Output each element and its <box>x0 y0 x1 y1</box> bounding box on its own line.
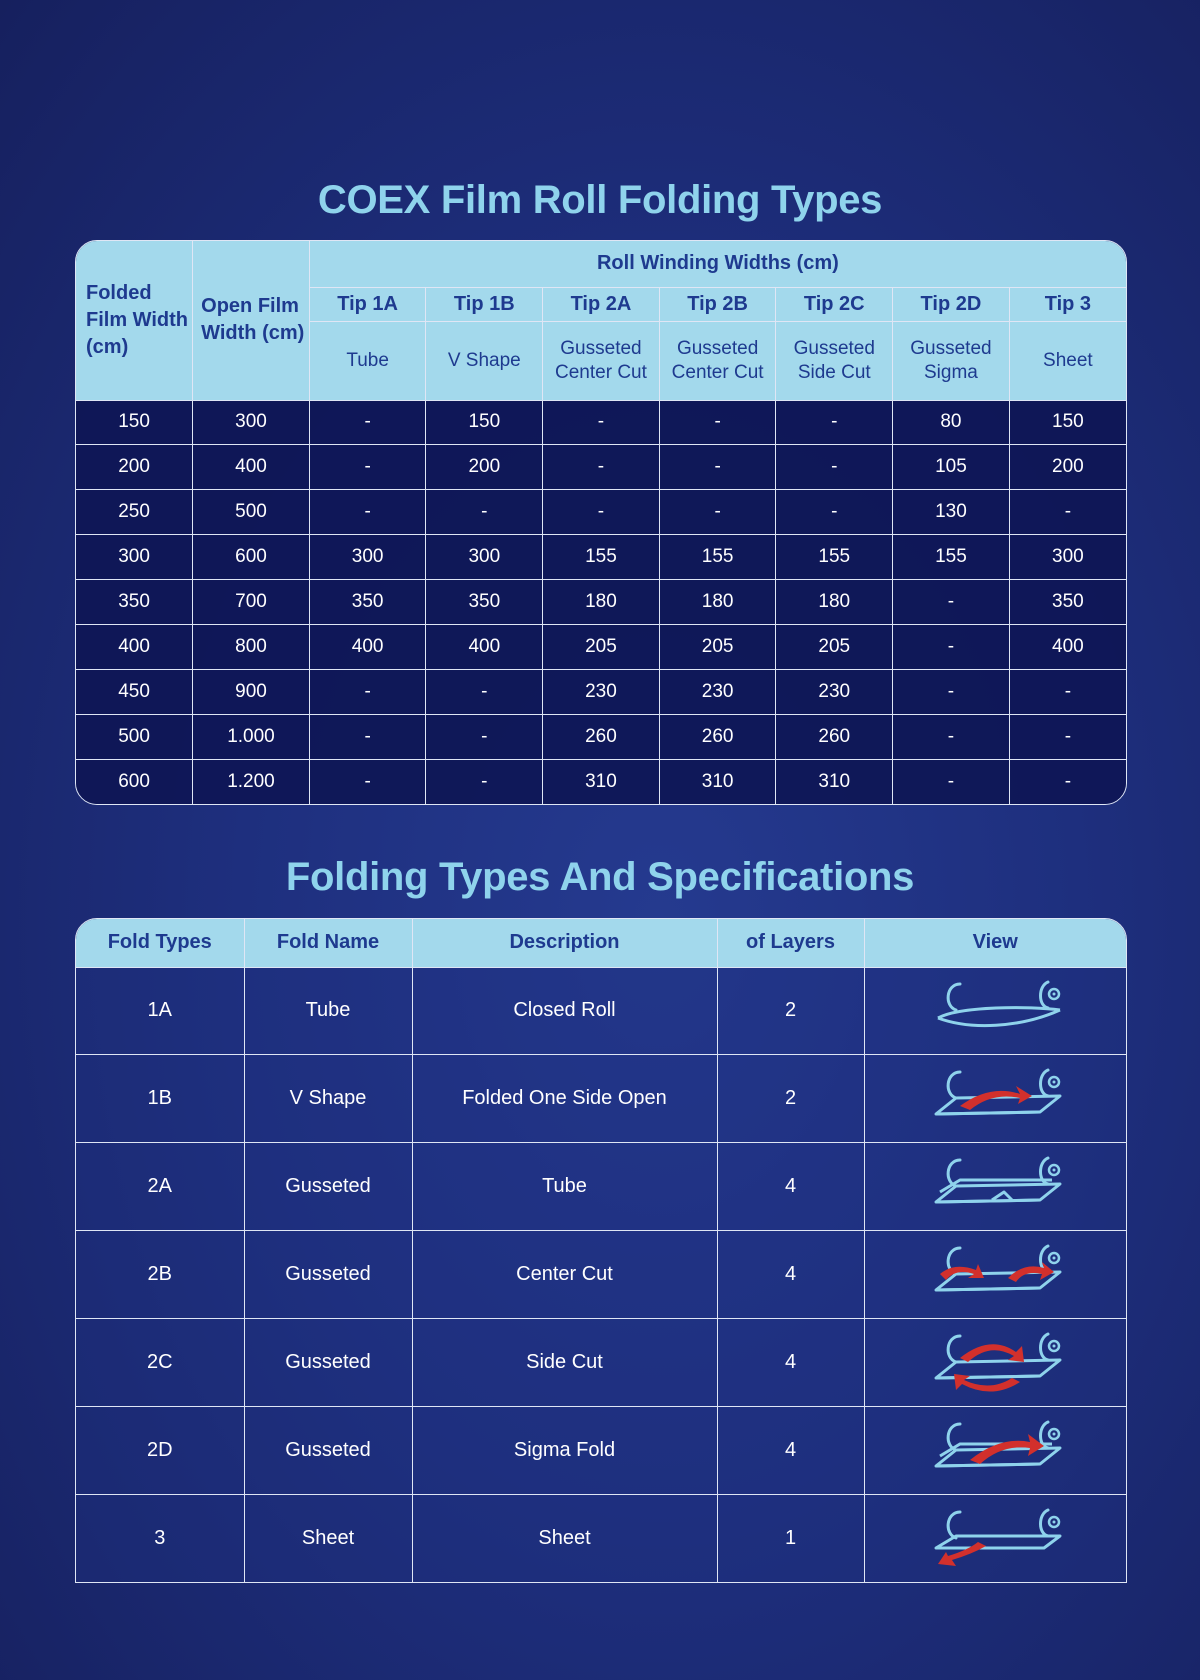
table-cell: - <box>543 445 660 490</box>
table-cell: 155 <box>893 535 1010 580</box>
v-shape-fold-icon <box>865 1064 1127 1134</box>
header-tip: Tip 2D <box>893 287 1010 321</box>
table-cell: - <box>1009 715 1126 760</box>
table-row <box>76 445 1126 490</box>
table-cell: 300 <box>193 400 310 445</box>
table-cell: - <box>426 670 543 715</box>
table-cell: - <box>1009 490 1126 535</box>
cell-layers: 1 <box>717 1495 864 1582</box>
table-cell: 400 <box>76 625 193 670</box>
table-cell: - <box>309 490 426 535</box>
table-cell: - <box>776 490 893 535</box>
header-tip-name: Sheet <box>1009 321 1126 400</box>
table-cell: - <box>426 760 543 804</box>
cell-type: 2D <box>76 1407 244 1495</box>
cell-type: 2C <box>76 1319 244 1407</box>
specifications-table <box>76 919 1126 1582</box>
header-folded-film-width: Folded Film Width (cm) <box>76 241 193 400</box>
table-row <box>76 625 1126 670</box>
header-cell: Fold Name <box>244 919 412 967</box>
table-cell: - <box>543 490 660 535</box>
header-tip-name: V Shape <box>426 321 543 400</box>
cell-name: Gusseted <box>244 1231 412 1319</box>
table-cell: 310 <box>543 760 660 804</box>
table-cell: - <box>309 400 426 445</box>
table-cell: 500 <box>76 715 193 760</box>
cell-name: Sheet <box>244 1495 412 1582</box>
cell-layers: 4 <box>717 1143 864 1231</box>
cell-type: 2B <box>76 1231 244 1319</box>
header-cell: of Layers <box>717 919 864 967</box>
cell-view <box>864 1231 1126 1319</box>
roll-winding-table <box>76 241 1126 804</box>
cell-name: Gusseted <box>244 1407 412 1495</box>
table-cell: 800 <box>193 625 310 670</box>
table-cell: - <box>776 400 893 445</box>
table-cell: 700 <box>193 580 310 625</box>
cell-description: Sigma Fold <box>412 1407 717 1495</box>
table-cell: 205 <box>776 625 893 670</box>
gusseted-side-cut-fold-icon <box>865 1328 1127 1398</box>
table-cell: - <box>659 400 776 445</box>
table-cell: 180 <box>543 580 660 625</box>
table-cell: 400 <box>309 625 426 670</box>
cell-description: Side Cut <box>412 1319 717 1407</box>
table-cell: 300 <box>76 535 193 580</box>
header-tip-name: Tube <box>309 321 426 400</box>
table-cell: - <box>309 445 426 490</box>
table-cell: 600 <box>76 760 193 804</box>
table-cell: 180 <box>776 580 893 625</box>
table-cell: 105 <box>893 445 1010 490</box>
header-tip: Tip 1B <box>426 287 543 321</box>
header-cell: Description <box>412 919 717 967</box>
table-cell: 230 <box>543 670 660 715</box>
cell-type: 1A <box>76 967 244 1055</box>
table-row <box>76 400 1126 445</box>
table-cell: 155 <box>543 535 660 580</box>
header-tip: Tip 2C <box>776 287 893 321</box>
table-cell: - <box>659 490 776 535</box>
table-cell: - <box>309 670 426 715</box>
table-cell: 310 <box>659 760 776 804</box>
table-cell: - <box>1009 760 1126 804</box>
table-cell: 350 <box>1009 580 1126 625</box>
table-cell: - <box>543 400 660 445</box>
table-cell: - <box>309 760 426 804</box>
cell-name: Gusseted <box>244 1143 412 1231</box>
table-cell: - <box>309 715 426 760</box>
cell-view <box>864 1407 1126 1495</box>
cell-view <box>864 1143 1126 1231</box>
table-cell: 130 <box>893 490 1010 535</box>
cell-description: Sheet <box>412 1495 717 1582</box>
table-row <box>76 1143 1126 1231</box>
table-cell: 400 <box>426 625 543 670</box>
table-row <box>76 535 1126 580</box>
table-cell: 310 <box>776 760 893 804</box>
table-row <box>76 760 1126 804</box>
cell-description: Center Cut <box>412 1231 717 1319</box>
table-cell: 260 <box>543 715 660 760</box>
cell-description: Tube <box>412 1143 717 1231</box>
table-cell: 205 <box>659 625 776 670</box>
page-title-specifications: Folding Types And Specifications <box>285 855 915 899</box>
header-open-film-width: Open Film Width (cm) <box>193 241 310 400</box>
table-cell: 230 <box>659 670 776 715</box>
table-cell: 205 <box>543 625 660 670</box>
table-cell: 300 <box>426 535 543 580</box>
cell-view <box>864 1319 1126 1407</box>
table-cell: 200 <box>426 445 543 490</box>
table-cell: 1.000 <box>193 715 310 760</box>
gusseted-center-cut-fold-icon <box>865 1240 1127 1310</box>
table-cell: 200 <box>76 445 193 490</box>
cell-view <box>864 1055 1126 1143</box>
cell-name: V Shape <box>244 1055 412 1143</box>
table-cell: - <box>776 445 893 490</box>
table-cell: 155 <box>776 535 893 580</box>
cell-layers: 2 <box>717 1055 864 1143</box>
header-tip-name: Gusseted Center Cut <box>543 321 660 400</box>
gusseted-sigma-fold-icon <box>865 1416 1127 1486</box>
table-row <box>76 1495 1126 1582</box>
table-row <box>76 1319 1126 1407</box>
table-cell: - <box>426 490 543 535</box>
table-row <box>76 715 1126 760</box>
table-cell: 500 <box>193 490 310 535</box>
table-row <box>76 490 1126 535</box>
table-cell: 180 <box>659 580 776 625</box>
table-row <box>76 1407 1126 1495</box>
table-cell: 250 <box>76 490 193 535</box>
table-cell: 450 <box>76 670 193 715</box>
cell-type: 3 <box>76 1495 244 1582</box>
table-cell: - <box>893 625 1010 670</box>
table-cell: 155 <box>659 535 776 580</box>
table-cell: 260 <box>776 715 893 760</box>
header-roll-winding-widths: Roll Winding Widths (cm) <box>309 241 1126 287</box>
table-cell: - <box>893 580 1010 625</box>
table-cell: 260 <box>659 715 776 760</box>
table-row <box>76 967 1126 1055</box>
table-cell: 150 <box>1009 400 1126 445</box>
table-cell: 230 <box>776 670 893 715</box>
sheet-fold-icon <box>865 1504 1127 1574</box>
table-cell: 350 <box>426 580 543 625</box>
table-cell: 300 <box>1009 535 1126 580</box>
cell-layers: 4 <box>717 1319 864 1407</box>
table-cell: 600 <box>193 535 310 580</box>
page-title-folding-types: COEX Film Roll Folding Types <box>317 178 883 222</box>
tube-fold-icon <box>865 976 1127 1046</box>
table-row <box>76 1055 1126 1143</box>
cell-view <box>864 967 1126 1055</box>
specifications-table-container <box>75 918 1127 1583</box>
table-cell: 1.200 <box>193 760 310 804</box>
table-cell: 900 <box>193 670 310 715</box>
table-cell: 150 <box>426 400 543 445</box>
table-row <box>76 670 1126 715</box>
cell-type: 2A <box>76 1143 244 1231</box>
cell-description: Closed Roll <box>412 967 717 1055</box>
table-cell: 400 <box>193 445 310 490</box>
cell-type: 1B <box>76 1055 244 1143</box>
table-cell: 350 <box>76 580 193 625</box>
table-cell: - <box>659 445 776 490</box>
header-tip-name: Gusseted Center Cut <box>659 321 776 400</box>
table-cell: 80 <box>893 400 1010 445</box>
gusseted-tube-fold-icon <box>865 1152 1127 1222</box>
cell-layers: 4 <box>717 1407 864 1495</box>
header-cell: View <box>864 919 1126 967</box>
header-tip: Tip 2A <box>543 287 660 321</box>
cell-view <box>864 1495 1126 1582</box>
cell-layers: 2 <box>717 967 864 1055</box>
table-cell: 350 <box>309 580 426 625</box>
header-tip-name: Gusseted Sigma <box>893 321 1010 400</box>
cell-name: Gusseted <box>244 1319 412 1407</box>
table-row <box>76 1231 1126 1319</box>
table-cell: 200 <box>1009 445 1126 490</box>
header-tip: Tip 1A <box>309 287 426 321</box>
table-cell: 300 <box>309 535 426 580</box>
roll-winding-table-container <box>75 240 1127 805</box>
header-tip: Tip 3 <box>1009 287 1126 321</box>
table-cell: - <box>426 715 543 760</box>
header-tip-name: Gusseted Side Cut <box>776 321 893 400</box>
table-row <box>76 580 1126 625</box>
cell-description: Folded One Side Open <box>412 1055 717 1143</box>
table-cell: - <box>893 715 1010 760</box>
cell-name: Tube <box>244 967 412 1055</box>
header-cell: Fold Types <box>76 919 244 967</box>
table-cell: - <box>893 670 1010 715</box>
table-cell: - <box>1009 670 1126 715</box>
table-cell: - <box>893 760 1010 804</box>
header-tip: Tip 2B <box>659 287 776 321</box>
table-cell: 400 <box>1009 625 1126 670</box>
table-cell: 150 <box>76 400 193 445</box>
cell-layers: 4 <box>717 1231 864 1319</box>
